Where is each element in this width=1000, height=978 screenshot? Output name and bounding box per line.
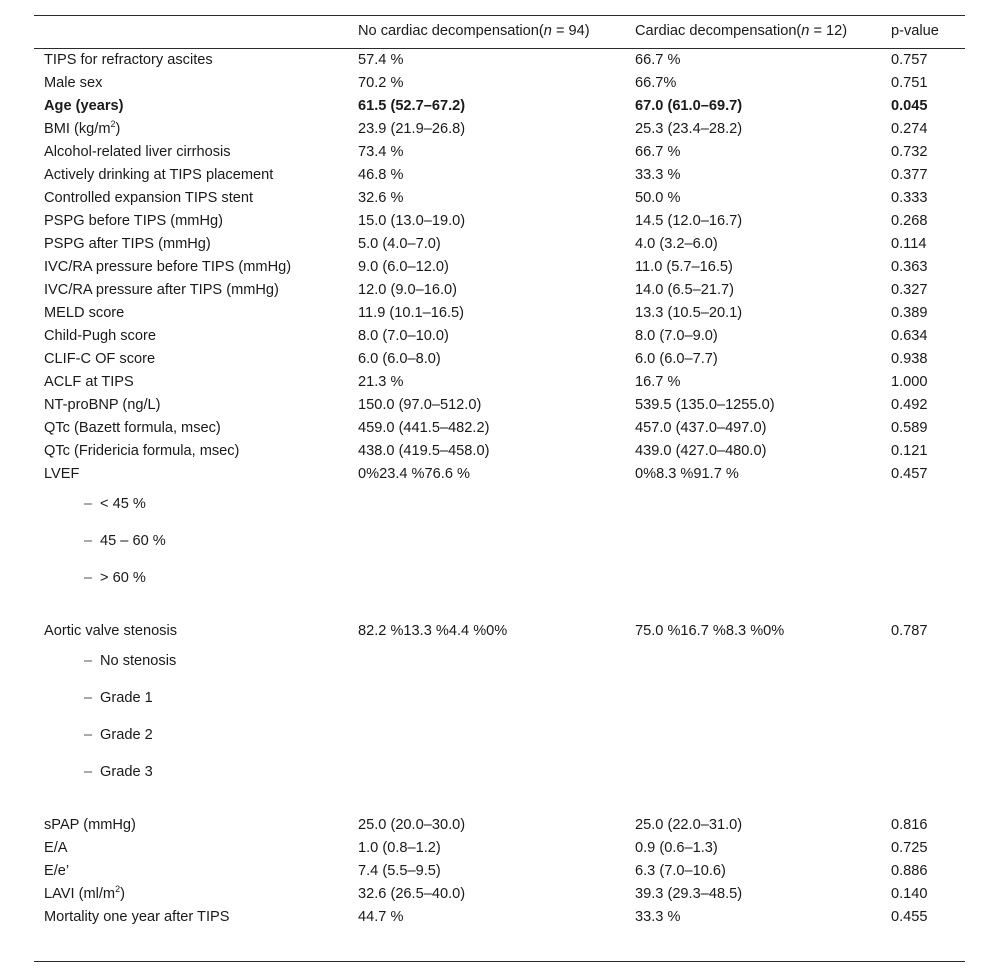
sub-category-label: > 60 % — [100, 570, 146, 586]
sub-category-row — [34, 643, 965, 680]
decompensation-value: 25.3 (23.4–28.2) — [635, 121, 743, 137]
sub-category-label: Grade 3 — [100, 764, 153, 780]
p-value: 0.938 — [891, 351, 928, 367]
sub-category-label: < 45 % — [100, 496, 146, 512]
header-no-decompensation: No cardiac decompensation(n = 94) — [358, 23, 590, 39]
no-decompensation-value: 23.9 (21.9–26.8) — [358, 121, 466, 137]
sub-category-label: No stenosis — [100, 653, 177, 669]
decompensation-value: 8.0 (7.0–9.0) — [635, 328, 718, 344]
p-value: 0.389 — [891, 305, 928, 321]
decompensation-value: 6.3 (7.0–10.6) — [635, 863, 726, 879]
decompensation-value: 539.5 (135.0–1255.0) — [635, 397, 775, 413]
header-p-value: p-value — [891, 23, 939, 39]
list-dash: – — [84, 764, 93, 780]
row-label: Controlled expansion TIPS stent — [44, 190, 254, 206]
table-row — [34, 118, 965, 141]
no-decompensation-value: 57.4 % — [358, 52, 404, 68]
decompensation-value: 14.5 (12.0–16.7) — [635, 213, 743, 229]
no-decompensation-value: 44.7 % — [358, 909, 404, 925]
list-dash: – — [84, 533, 93, 549]
p-value: 0.589 — [891, 420, 928, 436]
row-label: QTc (Fridericia formula, msec) — [44, 443, 240, 459]
no-decompensation-value: 32.6 (26.5–40.0) — [358, 886, 466, 902]
sub-category-row — [34, 486, 965, 523]
table-row — [34, 417, 965, 440]
row-label: Aortic valve stenosis — [44, 623, 178, 639]
no-decompensation-value: 21.3 % — [358, 374, 404, 390]
row-label: ACLF at TIPS — [44, 374, 134, 390]
p-value: 0.333 — [891, 190, 928, 206]
decompensation-value: 33.3 % — [635, 909, 681, 925]
table-row — [34, 814, 965, 837]
table-row — [34, 883, 965, 906]
table-row — [34, 394, 965, 417]
row-label: TIPS for refractory ascites — [44, 52, 213, 68]
row-label: IVC/RA pressure after TIPS (mmHg) — [44, 282, 279, 298]
p-value: 0.363 — [891, 259, 928, 275]
no-decompensation-value: 1.0 (0.8–1.2) — [358, 840, 441, 856]
sub-category-row — [34, 754, 965, 791]
no-decompensation-value: 70.2 % — [358, 75, 404, 91]
decompensation-value: 439.0 (427.0–480.0) — [635, 443, 767, 459]
decompensation-value: 25.0 (22.0–31.0) — [635, 817, 743, 833]
p-value: 0.492 — [891, 397, 928, 413]
table-bottom-rule — [34, 961, 965, 962]
row-label: Alcohol-related liver cirrhosis — [44, 144, 231, 160]
row-label: Actively drinking at TIPS placement — [44, 167, 274, 183]
row-label: E/A — [44, 840, 68, 856]
table-row — [34, 620, 965, 643]
no-decompensation-value: 438.0 (419.5–458.0) — [358, 443, 490, 459]
table-row — [34, 371, 965, 394]
sub-category-row — [34, 680, 965, 717]
p-value: 0.114 — [891, 236, 927, 252]
decompensation-value: 75.0 %16.7 %8.3 %0% — [635, 623, 785, 639]
row-label: Mortality one year after TIPS — [44, 909, 230, 925]
list-dash: – — [84, 727, 93, 743]
no-decompensation-value: 25.0 (20.0–30.0) — [358, 817, 466, 833]
list-dash: – — [84, 690, 93, 706]
table-row — [34, 860, 965, 883]
p-value: 0.886 — [891, 863, 928, 879]
p-value: 0.455 — [891, 909, 928, 925]
table-row — [34, 463, 965, 486]
list-dash: – — [84, 653, 93, 669]
sub-category-label: Grade 2 — [100, 727, 153, 743]
row-label: CLIF-C OF score — [44, 351, 156, 367]
p-value: 0.274 — [891, 121, 928, 137]
no-decompensation-value: 6.0 (6.0–8.0) — [358, 351, 441, 367]
row-label: PSPG after TIPS (mmHg) — [44, 236, 211, 252]
decompensation-value: 0.9 (0.6–1.3) — [635, 840, 718, 856]
p-value: 0.725 — [891, 840, 928, 856]
table-row — [34, 837, 965, 860]
p-value: 0.787 — [891, 623, 928, 639]
decompensation-value: 0%8.3 %91.7 % — [635, 466, 739, 482]
table-row — [34, 95, 965, 118]
table-row — [34, 49, 965, 72]
p-value: 0.140 — [891, 886, 928, 902]
p-value: 0.121 — [891, 443, 928, 459]
table-header — [34, 15, 965, 48]
p-value: 1.000 — [891, 374, 928, 390]
p-value: 0.327 — [891, 282, 928, 298]
decompensation-value: 13.3 (10.5–20.1) — [635, 305, 743, 321]
list-dash: – — [84, 570, 93, 586]
row-label: QTc (Bazett formula, msec) — [44, 420, 221, 436]
decompensation-value: 457.0 (437.0–497.0) — [635, 420, 767, 436]
table-row — [34, 279, 965, 302]
row-label: Male sex — [44, 75, 103, 91]
decompensation-value: 4.0 (3.2–6.0) — [635, 236, 718, 252]
p-value: 0.757 — [891, 52, 928, 68]
sub-category-row — [34, 717, 965, 754]
decompensation-value: 14.0 (6.5–21.7) — [635, 282, 734, 298]
table-row — [34, 325, 965, 348]
sub-category-label: Grade 1 — [100, 690, 153, 706]
no-decompensation-value: 61.5 (52.7–67.2) — [358, 98, 466, 114]
row-label: sPAP (mmHg) — [44, 817, 136, 833]
p-value: 0.045 — [891, 98, 928, 114]
table-row — [34, 302, 965, 325]
no-decompensation-value: 0%23.4 %76.6 % — [358, 466, 470, 482]
table-row — [34, 141, 965, 164]
table-row — [34, 164, 965, 187]
table-row — [34, 210, 965, 233]
row-label: Age (years) — [44, 98, 124, 114]
no-decompensation-value: 12.0 (9.0–16.0) — [358, 282, 457, 298]
table-row — [34, 440, 965, 463]
table-row — [34, 187, 965, 210]
no-decompensation-value: 5.0 (4.0–7.0) — [358, 236, 441, 252]
decompensation-value: 33.3 % — [635, 167, 681, 183]
decompensation-value: 6.0 (6.0–7.7) — [635, 351, 718, 367]
row-label: LVEF — [44, 466, 80, 482]
no-decompensation-value: 150.0 (97.0–512.0) — [358, 397, 482, 413]
no-decompensation-value: 46.8 % — [358, 167, 404, 183]
p-value: 0.732 — [891, 144, 928, 160]
header-decompensation: Cardiac decompensation(n = 12) — [635, 23, 848, 39]
table-row — [34, 348, 965, 371]
row-label: Child-Pugh score — [44, 328, 156, 344]
row-label: NT-proBNP (ng/L) — [44, 397, 161, 413]
decompensation-value: 11.0 (5.7–16.5) — [635, 259, 733, 275]
list-dash: – — [84, 496, 93, 512]
table-row — [34, 906, 965, 929]
no-decompensation-value: 15.0 (13.0–19.0) — [358, 213, 466, 229]
sub-category-label: 45 – 60 % — [100, 533, 166, 549]
no-decompensation-value: 11.9 (10.1–16.5) — [358, 305, 465, 321]
p-value: 0.816 — [891, 817, 928, 833]
row-label: IVC/RA pressure before TIPS (mmHg) — [44, 259, 292, 275]
decompensation-value: 50.0 % — [635, 190, 681, 206]
no-decompensation-value: 8.0 (7.0–10.0) — [358, 328, 449, 344]
p-value: 0.751 — [891, 75, 928, 91]
sub-category-row — [34, 560, 965, 597]
decompensation-value: 16.7 % — [635, 374, 681, 390]
p-value: 0.457 — [891, 466, 928, 482]
row-label: E/e’ — [44, 863, 70, 879]
table-row — [34, 72, 965, 95]
p-value: 0.377 — [891, 167, 928, 183]
decompensation-value: 39.3 (29.3–48.5) — [635, 886, 743, 902]
sub-category-row — [34, 523, 965, 560]
no-decompensation-value: 459.0 (441.5–482.2) — [358, 420, 490, 436]
decompensation-value: 66.7 % — [635, 52, 681, 68]
row-label: MELD score — [44, 305, 125, 321]
no-decompensation-value: 73.4 % — [358, 144, 404, 160]
decompensation-value: 66.7 % — [635, 144, 681, 160]
no-decompensation-value: 32.6 % — [358, 190, 404, 206]
decompensation-value: 66.7% — [635, 75, 677, 91]
no-decompensation-value: 7.4 (5.5–9.5) — [358, 863, 441, 879]
row-label: PSPG before TIPS (mmHg) — [44, 213, 223, 229]
table-row — [34, 256, 965, 279]
p-value: 0.268 — [891, 213, 928, 229]
no-decompensation-value: 82.2 %13.3 %4.4 %0% — [358, 623, 508, 639]
row-label: BMI $(kg/m^2)$ — [44, 119, 121, 137]
no-decompensation-value: 9.0 (6.0–12.0) — [358, 259, 449, 275]
table-row — [34, 233, 965, 256]
decompensation-value: 67.0 (61.0–69.7) — [635, 98, 743, 114]
p-value: 0.634 — [891, 328, 928, 344]
row-label: LAVI $(ml/m^2)$ — [44, 884, 125, 902]
